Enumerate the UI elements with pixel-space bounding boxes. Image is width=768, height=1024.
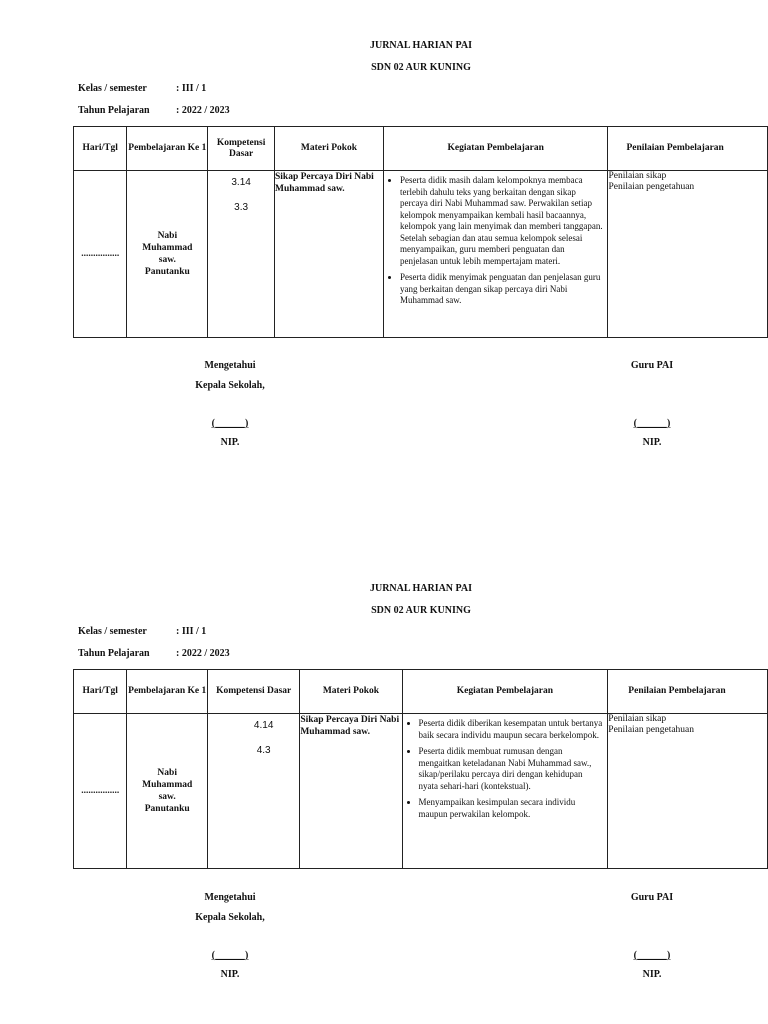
journal-title: JURNAL HARIAN PAI <box>369 583 473 594</box>
kd-item: 3.14 <box>231 177 251 188</box>
kelas-value: : III / 1 <box>176 626 207 637</box>
header-pembelajaran: Pembelajaran Ke 1 <box>127 670 208 714</box>
cell-hari: ................ <box>74 171 127 338</box>
header-penilaian: Penilaian Pembelajaran <box>608 670 768 714</box>
kegiatan-item: • Menyampaikan kesimpulan secara individu maupun perwakilan kelompok. <box>419 797 608 820</box>
journal-title: JURNAL HARIAN PAI <box>369 40 473 51</box>
penilaian-item: Penilaian sikap <box>608 714 667 724</box>
kelas-semester <box>78 83 206 94</box>
header-kegiatan: Kegiatan Pembelajaran <box>402 670 608 714</box>
cell-kegiatan <box>402 714 608 869</box>
tahun-pelajaran <box>78 105 230 116</box>
header-materi: Materi Pokok <box>300 670 402 714</box>
kd-item: 4.3 <box>256 745 271 756</box>
cell-materi: Sikap Percaya Diri Nabi Muhammad saw. <box>275 171 384 338</box>
nip-label: NIP. <box>220 437 240 448</box>
cell-penilaian <box>608 171 768 338</box>
cell-penilaian <box>608 714 768 869</box>
kepala-sekolah-label: Kepala Sekolah, <box>195 380 265 391</box>
cell-hari: ................ <box>74 714 127 869</box>
signature-blank: (______) <box>633 418 671 429</box>
nip-label: NIP. <box>642 437 662 448</box>
cell-kegiatan <box>383 171 608 338</box>
kelas-label: Kelas / semester <box>78 626 147 637</box>
tahun-label: Tahun Pelajaran <box>78 648 150 659</box>
header-penilaian: Penilaian Pembelajaran <box>608 127 768 171</box>
tahun-pelajaran <box>78 648 230 659</box>
journal-table <box>73 126 768 338</box>
kegiatan-item: • Peserta didik masih dalam kelompoknya membaca terlebih dahulu teks yang berkaitan dengan sikap percaya diri Nabi Muhammad saw. Perwakilan setiap kelompok menyampaikan kembali hasil bacaannya, kelompok yang lain menyimak dan memberi tanggapan. Setelah sebagian dan atau semua kelompok selesai menyampaikan, guru memberi penguatan dan penjelasan untuk lebih mempertajam materi. <box>400 175 608 267</box>
signature-blank: (______) <box>211 950 249 961</box>
kegiatan-item: • Peserta didik membuat rumusan dengan mengaitkan keteladanan Nabi Muhammad saw., sikap/perilaku percaya diri dengan kehidupan nyata sehari-hari (kontekstual). <box>419 746 608 792</box>
school-name: SDN 02 AUR KUNING <box>371 605 471 616</box>
guru-pai-label: Guru PAI <box>630 892 674 903</box>
tahun-value: : 2022 / 2023 <box>176 648 230 659</box>
kegiatan-item: • Peserta didik menyimak penguatan dan penjelasan guru yang berkaitan dengan sikap percaya diri Nabi Muhammad saw. <box>400 272 608 307</box>
nip-label: NIP. <box>642 969 662 980</box>
header-materi: Materi Pokok <box>275 127 384 171</box>
cell-kompetensi <box>208 714 300 869</box>
signature-blank: (______) <box>633 950 671 961</box>
kd-item: 4.14 <box>253 720 274 731</box>
journal-table <box>73 669 768 869</box>
header-hari: Hari/Tgl <box>74 127 127 171</box>
penilaian-item: Penilaian pengetahuan <box>608 725 695 735</box>
header-kompetensi: Kompetensi Dasar <box>208 127 275 171</box>
cell-pembelajaran: Nabi Muhammad saw. Panutanku <box>127 171 208 338</box>
penilaian-item: Penilaian sikap <box>608 171 667 181</box>
kepala-sekolah-label: Kepala Sekolah, <box>195 912 265 923</box>
signature-blank: (______) <box>211 418 249 429</box>
kd-item: 3.3 <box>234 202 249 213</box>
journal-section-2 <box>0 543 768 1024</box>
cell-kompetensi <box>208 171 275 338</box>
tahun-label: Tahun Pelajaran <box>78 105 150 116</box>
cell-pembelajaran: Nabi Muhammad saw. Panutanku <box>127 714 208 869</box>
penilaian-item: Penilaian pengetahuan <box>608 182 695 192</box>
header-kegiatan: Kegiatan Pembelajaran <box>383 127 608 171</box>
cell-materi: Sikap Percaya Diri Nabi Muhammad saw. <box>300 714 402 869</box>
header-hari: Hari/Tgl <box>74 670 127 714</box>
header-pembelajaran: Pembelajaran Ke 1 <box>127 127 208 171</box>
mengetahui-label: Mengetahui <box>204 360 256 371</box>
school-name: SDN 02 AUR KUNING <box>371 62 471 73</box>
kelas-semester <box>78 626 206 637</box>
kelas-value: : III / 1 <box>176 83 207 94</box>
mengetahui-label: Mengetahui <box>204 892 256 903</box>
kelas-label: Kelas / semester <box>78 83 147 94</box>
kegiatan-item: • Peserta didik diberikan kesempatan untuk bertanya baik secara individu maupun secara berkelompok. <box>419 718 608 741</box>
header-kompetensi: Kompetensi Dasar <box>208 670 300 714</box>
tahun-value: : 2022 / 2023 <box>176 105 230 116</box>
nip-label: NIP. <box>220 969 240 980</box>
guru-pai-label: Guru PAI <box>630 360 674 371</box>
